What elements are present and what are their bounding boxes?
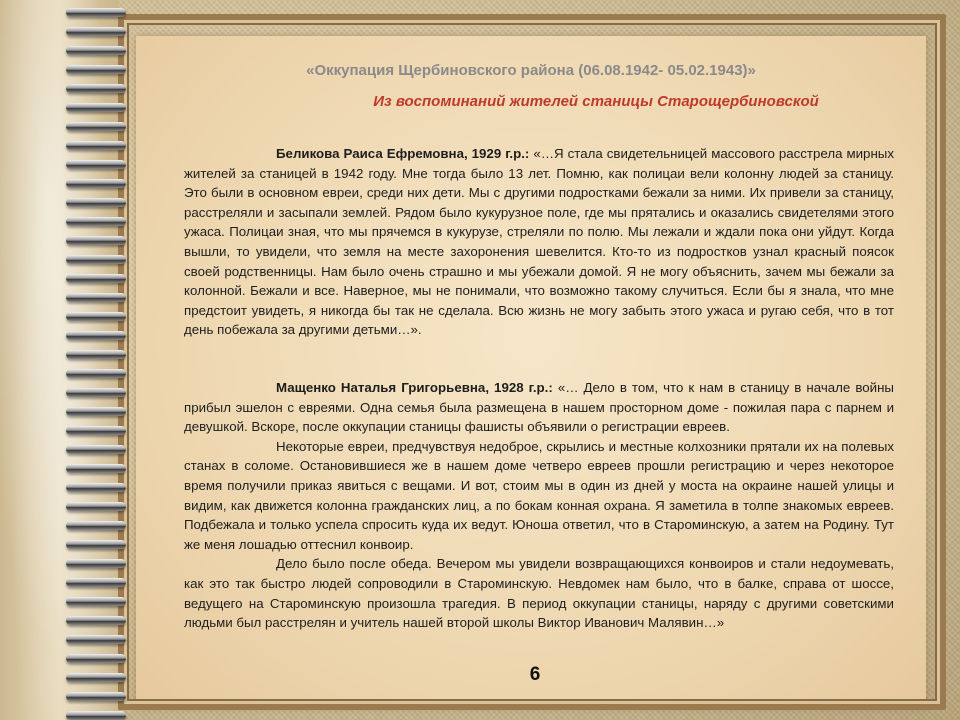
- binding-ring: [66, 673, 126, 682]
- document-heading: Из воспоминаний жителей станицы Старощербиновской: [373, 93, 819, 110]
- binding-ring: [66, 426, 126, 435]
- binding-ring: [66, 502, 126, 511]
- binding-ring: [66, 274, 126, 283]
- spiral-binding: [66, 0, 128, 720]
- binding-ring: [66, 654, 126, 663]
- binding-ring: [66, 236, 126, 245]
- binding-ring: [66, 711, 126, 720]
- binding-ring: [66, 46, 126, 55]
- memoir-mashchenko-author: Мащенко Наталья Григорьевна, 1928 г.р.:: [276, 380, 553, 395]
- binding-ring: [66, 369, 126, 378]
- memoir-mashchenko-paragraph-3: Дело было после обеда. Вечером мы увидели возвращающихся конвоиров и стали недоумевать, как это так быстро людей сопроводили в Староминскую. Невдомек нам было, что в балке, справа от шоссе, ведущего на Староминскую произошла трагедия. В период оккупации станицы, наряду с другими советскими людьми был расстрелян и учитель нашей второй школы Виктор Иванович Малявин…»: [184, 556, 894, 631]
- binding-ring: [66, 578, 126, 587]
- binding-ring: [66, 692, 126, 701]
- binding-ring: [66, 312, 126, 321]
- binding-ring: [66, 293, 126, 302]
- memoir-belikova-paragraph: [184, 144, 894, 340]
- memoir-belikova: [184, 144, 894, 340]
- document-subtitle: «Оккупация Щербиновского района (06.08.1942- 05.02.1943)»: [306, 62, 756, 79]
- binding-ring: [66, 217, 126, 226]
- binding-ring: [66, 635, 126, 644]
- binding-ring: [66, 407, 126, 416]
- memoir-mashchenko-text-1: «… Дело в том, что к нам в станицу в начале войны прибыл эшелон с евреями. Одна семья была размещена в нашем просторном доме - пожилая пара с парнем и девушкой. Вскоре, после оккупации станицы фашисты объявили о регистрации евреев.: [184, 380, 894, 435]
- binding-ring: [66, 8, 126, 17]
- binding-ring: [66, 521, 126, 530]
- binding-ring: [66, 179, 126, 188]
- binding-ring: [66, 103, 126, 112]
- binding-ring: [66, 483, 126, 492]
- binding-ring: [66, 559, 126, 568]
- binding-ring: [66, 331, 126, 340]
- binding-ring: [66, 84, 126, 93]
- binding-ring: [66, 388, 126, 397]
- binding-ring: [66, 122, 126, 131]
- binding-ring: [66, 597, 126, 606]
- binding-ring: [66, 540, 126, 549]
- memoir-belikova-author: Беликова Раиса Ефремовна, 1929 г.р.:: [276, 146, 530, 161]
- binding-ring: [66, 445, 126, 454]
- memoir-mashchenko: [184, 378, 894, 633]
- binding-ring: [66, 198, 126, 207]
- binding-ring: [66, 65, 126, 74]
- binding-ring: [66, 616, 126, 625]
- binding-ring: [66, 255, 126, 264]
- binding-ring: [66, 141, 126, 150]
- binding-ring: [66, 160, 126, 169]
- memoir-mashchenko-paragraph-2: Некоторые евреи, предчувствуя недоброе, скрылись и местные колхозники прятали их на полевых станах в соломе. Остановившиеся же в нашем доме четверо евреев прошли регистрацию и через некоторое время получили приказ явиться с вещами. И вот, стоим мы в один из дней у моста на окраине нашей улицы и видим, как движется колонна гражданских лиц, а по бокам конная охрана. Я заметила в толпе знакомых евреев. Подбежала и только успела спросить куда их ведут. Юноша ответил, что в Староминскую, а затем на Родину. Тут же меня лошадью оттеснил конвоир.: [184, 438, 894, 552]
- binding-ring: [66, 350, 126, 359]
- page-number: 6: [529, 664, 541, 685]
- binding-ring: [66, 464, 126, 473]
- memoir-mashchenko-paragraph-1: [184, 378, 894, 437]
- memoir-belikova-text: «…Я стала свидетельницей массового расстрела мирных жителей за станицей в 1942 году. Мне тогда было 13 лет. Помню, как полицаи вели колонну людей за станицу. Это были в основном евреи, среди них дети. Мы с другими подростками бежали за ними. Их привели за станицу, расстреляли и засыпали землей. Рядом было кукурузное поле, где мы прятались и оказались свидетелями этого ужаса. Полицаи зная, что мы прячемся в кукурузе, стреляли по полю. Мы лежали и ждали пока они уйдут. Когда вышли, то увидели, что земля на месте захоронения шевелится. Кто-то из подростков узнал красный поясок своей родственницы. Нам было очень страшно и мы убежали домой. Я не могу объяснить, зачем мы бежали за колонной. Бежали и все. Наверное, мы не понимали, что возможно такому случиться. Если бы я знала, что мне предстоит увидеть, я никогда бы так не сделала. Всю жизнь не могу забыть этого ужаса и ругаю себя, что в тот день побежала за другими детьми…».: [184, 146, 894, 338]
- binding-ring: [66, 27, 126, 36]
